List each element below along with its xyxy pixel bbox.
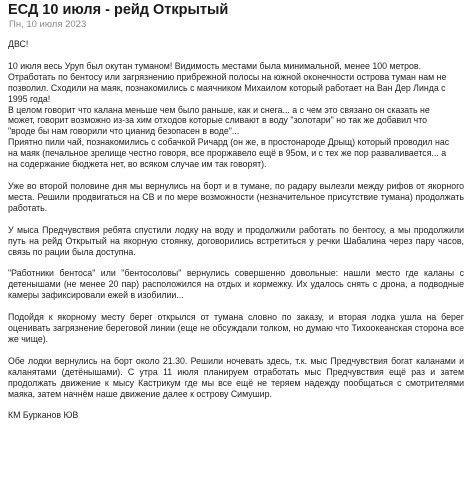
paragraph-1-line: позволил. Сходили на маяк, познакомились с маячником Михаилом который работает на Ван Дер Линда с: [8, 82, 446, 93]
paragraph-2: Уже во второй половине дня мы вернулись на борт и в тумане, по радару вылезли между рифов от якорного места. Решили продвигаться на СВ и по мере возможности (незначительное присутствие тумана) продолжать работать.: [8, 180, 464, 213]
greeting: ДВС!: [8, 39, 29, 49]
paragraph-1-line: на содержание бюджета нет, во всяком случае им так говорят).: [8, 159, 267, 170]
paragraph-5: Подойдя к якорному месту берег открылся от тумана словно по заказу, и вторая лодка ушла на берег оценивать загрязнение береговой линии (еще не обсуждали толком, но думаю что Тихоокеанская сторона все же чище).: [8, 312, 464, 344]
paragraph-1-line: может, говорит возможно из-за хим отходов которые сливают в воду "золотари" но так же добавил что: [8, 115, 428, 126]
paragraph-1-line: "вроде бы нам говорили что цианид безопасен в воде"...: [8, 126, 240, 137]
paragraph-6: Обе лодки вернулись на борт около 21.30. Решили ночевать здесь, т.к. мыс Предчувствия богат каланами и каланятами (детёнышами). С утра 11 июля планируем отработать мыс Предчувствия ещё раз и затем продолжать движение к мысу Кастрикум где мы все ещё не теряем надежду пообщаться с смотрителями маяка, затем начнём наше движение далее к острову Симушир.: [8, 355, 464, 399]
paragraph-1-line: 10 июля весь Уруп был окутан туманом! Видимость местами была минимальной, менее 100 метров.: [8, 60, 422, 71]
post-title: ЕСД 10 июля - рейд Открытый: [8, 2, 229, 18]
signature: КМ Бурканов ЮВ: [8, 410, 79, 421]
paragraph-3: У мыса Предчувствия ребята спустили лодку на воду и продолжили работать по бентосу, а мы продолжили путь на рейд Открытый на якорную стоянку, договорились встретиться у речки Шабалина через пару часов, связь по рации была доступна.: [8, 224, 464, 257]
paragraph-1: [8, 61, 464, 170]
paragraph-1-line: Приятно пили чай, познакомились с собачкой Ричард (он же, в простонароде Дрыщ) который проводил нас: [8, 137, 450, 148]
post-body: [8, 39, 464, 421]
paragraph-1-line: 1995 года!: [8, 93, 51, 104]
paragraph-1-line: В целом говорит что калана меньше чем было раньше, как и снега... а с чем это связано он сказать не: [8, 104, 430, 115]
paragraph-1-line: на маяк (печальное зрелище честно говоря, все проржавело ещё в 95ом, и с тех же пор разваливается... а: [8, 148, 447, 159]
post-date: Пн, 10 июля 2023: [9, 19, 87, 30]
paragraph-4: "Работники бентоса" или "бентосоловы" вернулись совершенно довольные: нашли место где каланы с детенышами (не менее 20 пар) расположился на отдых и кормежку. Их удалось снять с дрона, а подводные камеры зафиксировали ежей в изобилии...: [8, 268, 464, 301]
paragraph-1-line: Отработать по бентосу или загрязнению прибрежной полосы на южной оконечности острова туман нам не: [8, 71, 447, 82]
post: [8, 2, 464, 432]
